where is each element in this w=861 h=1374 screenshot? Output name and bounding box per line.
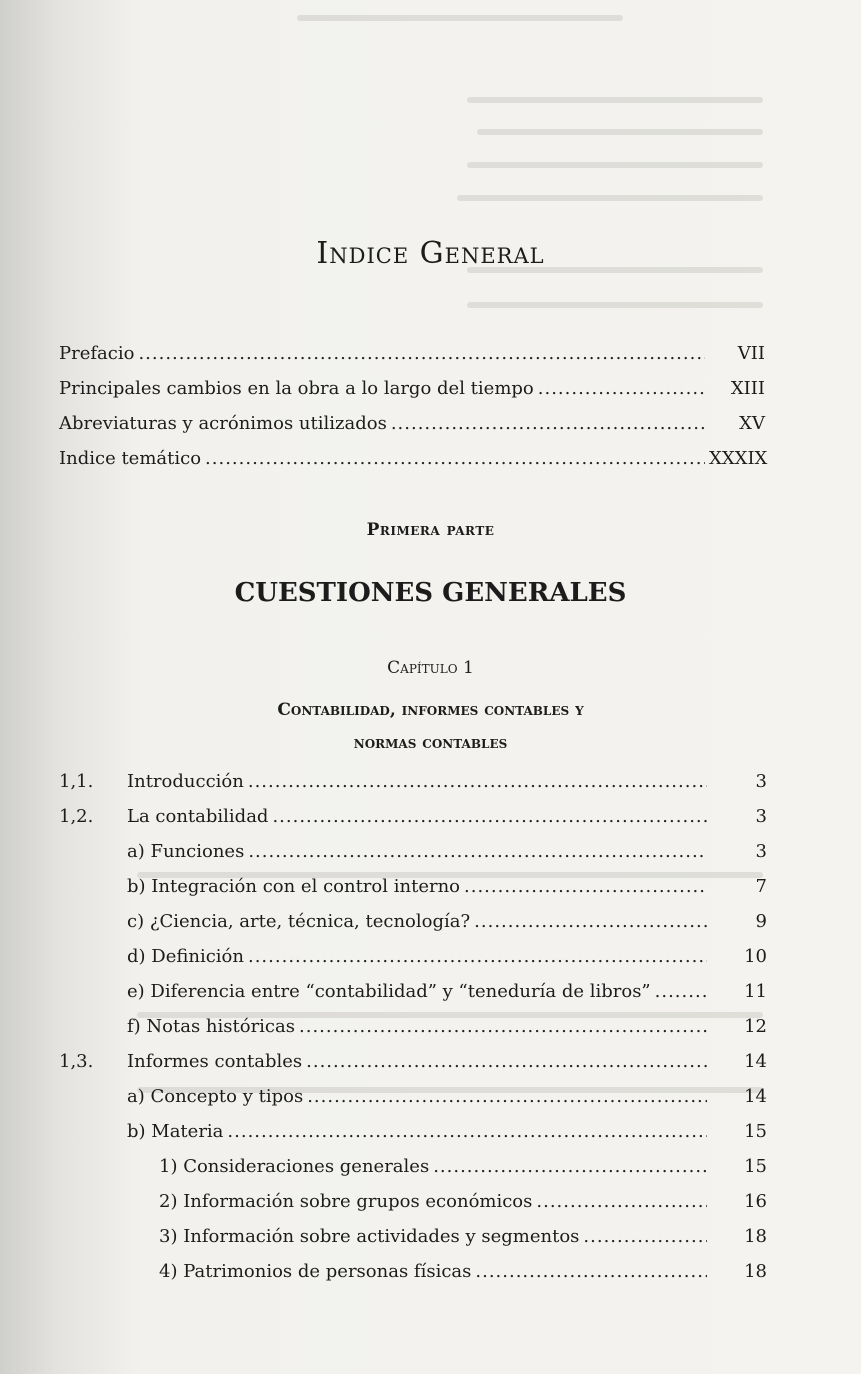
entry-page: XXXIX — [709, 448, 768, 469]
toc-page: 10 — [744, 946, 767, 967]
index-title: Indice General — [316, 236, 545, 271]
entry-label: Indice temático — [59, 448, 202, 469]
leader-dots — [248, 946, 707, 967]
toc-entry-patrimonios[interactable] — [159, 1261, 767, 1282]
toc-entry-funciones[interactable] — [127, 841, 767, 862]
toc-label: 3) Información sobre actividades y segmentos — [159, 1226, 580, 1247]
toc-label: d) Definición — [127, 946, 244, 967]
leader-dots — [272, 806, 707, 827]
toc-page: 7 — [755, 876, 767, 897]
chapter-title-line2: normas contables — [353, 733, 508, 753]
toc-page: 14 — [744, 1086, 767, 1107]
toc-label: La contabilidad — [127, 806, 269, 827]
leader-dots — [227, 1121, 707, 1142]
toc-number: 1,1. — [59, 771, 94, 792]
leader-dots — [248, 841, 707, 862]
chapter-label: Capítulo 1 — [387, 658, 474, 678]
toc-label: a) Funciones — [127, 841, 245, 862]
part-heading: Primera parte — [366, 520, 495, 540]
section-heading: CUESTIONES GENERALES — [234, 578, 627, 608]
leader-dots — [248, 771, 707, 792]
front-entry-cambios[interactable] — [59, 378, 765, 399]
toc-entry-grupos-economicos[interactable] — [159, 1191, 767, 1212]
entry-label: Abreviaturas y acrónimos utilizados — [59, 413, 387, 434]
toc-page: 3 — [755, 841, 767, 862]
toc-label: e) Diferencia entre “contabilidad” y “teneduría de libros” — [127, 981, 651, 1002]
toc-entry-notas-historicas[interactable] — [127, 1016, 767, 1037]
toc-entry-ciencia[interactable] — [127, 911, 767, 932]
toc-entry-1-3[interactable] — [59, 1051, 767, 1072]
toc-label: b) Integración con el control interno — [127, 876, 460, 897]
toc-number: 1,3. — [59, 1051, 94, 1072]
entry-page: XIII — [730, 378, 765, 399]
leader-dots — [306, 1051, 707, 1072]
toc-page: 15 — [744, 1121, 767, 1142]
leader-dots — [205, 448, 705, 469]
toc-page: 3 — [755, 771, 767, 792]
toc-label: Informes contables — [127, 1051, 303, 1072]
toc-label: b) Materia — [127, 1121, 224, 1142]
leader-dots — [138, 343, 705, 364]
toc-entry-diferencia[interactable] — [127, 981, 767, 1002]
leader-dots — [307, 1086, 707, 1107]
toc-entry-materia[interactable] — [127, 1121, 767, 1142]
toc-entry-definicion[interactable] — [127, 946, 767, 967]
front-entry-abreviaturas[interactable] — [59, 413, 765, 434]
toc-entry-actividades-segmentos[interactable] — [159, 1226, 767, 1247]
toc-entry-integracion[interactable] — [127, 876, 767, 897]
toc-page: 18 — [744, 1226, 767, 1247]
front-entry-prefacio[interactable] — [59, 343, 765, 364]
leader-dots — [299, 1016, 707, 1037]
leader-dots — [433, 1156, 707, 1177]
entry-page: VII — [737, 343, 765, 364]
toc-label: a) Concepto y tipos — [127, 1086, 304, 1107]
toc-label: 4) Patrimonios de personas físicas — [159, 1261, 472, 1282]
leader-dots — [475, 1261, 707, 1282]
toc-label: Introducción — [127, 771, 244, 792]
toc-entry-concepto[interactable] — [127, 1086, 767, 1107]
toc-page: 12 — [744, 1016, 767, 1037]
toc-entry-consideraciones[interactable] — [159, 1156, 767, 1177]
toc-page: 11 — [744, 981, 767, 1002]
toc-page: 14 — [744, 1051, 767, 1072]
leader-dots — [536, 1191, 707, 1212]
toc-label: c) ¿Ciencia, arte, técnica, tecnología? — [127, 911, 471, 932]
leader-dots — [464, 876, 707, 897]
entry-label: Principales cambios en la obra a lo largo del tiempo — [59, 378, 534, 399]
leader-dots — [655, 981, 707, 1002]
toc-page: 9 — [755, 911, 767, 932]
chapter-title-line1: Contabilidad, informes contables y — [277, 700, 584, 720]
toc-number: 1,2. — [59, 806, 94, 827]
leader-dots — [538, 378, 705, 399]
entry-page: XV — [739, 413, 765, 434]
toc-page: 16 — [744, 1191, 767, 1212]
leader-dots — [583, 1226, 707, 1247]
toc-entry-1-1[interactable] — [59, 771, 767, 792]
toc-page: 18 — [744, 1261, 767, 1282]
toc-entry-1-2[interactable] — [59, 806, 767, 827]
toc-page: 15 — [744, 1156, 767, 1177]
leader-dots — [391, 413, 705, 434]
leader-dots — [474, 911, 707, 932]
toc-page: 3 — [755, 806, 767, 827]
toc-label: 2) Información sobre grupos económicos — [159, 1191, 533, 1212]
toc-label: f) Notas históricas — [127, 1016, 295, 1037]
entry-label: Prefacio — [59, 343, 135, 364]
front-entry-indice-tematico[interactable] — [59, 448, 768, 469]
toc-label: 1) Consideraciones generales — [159, 1156, 430, 1177]
